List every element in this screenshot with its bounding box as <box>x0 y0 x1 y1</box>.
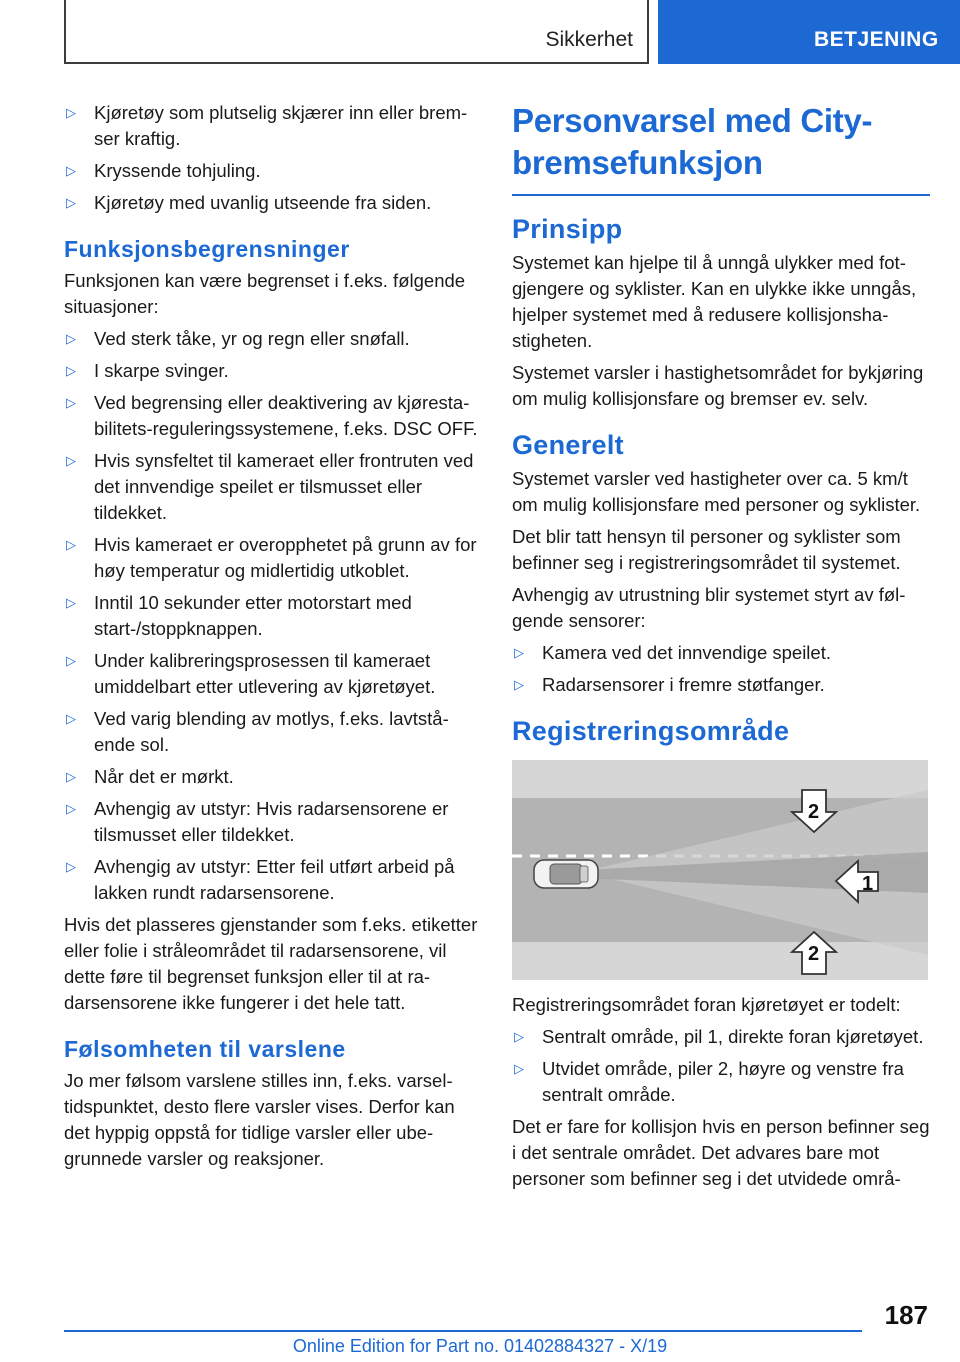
bullet-triangle-icon: ▷ <box>66 859 76 874</box>
limitations-intro: Funksjonen kan være begrenset i f.eks. følgende situasjoner: <box>64 270 466 317</box>
bullet-triangle-icon: ▷ <box>66 537 76 552</box>
list-item: ▷ Kryssende tohjuling. <box>64 158 482 184</box>
bullet-triangle-icon: ▷ <box>66 105 76 120</box>
general-text-2: Det blir tatt hensyn til personer og syklister som befinner seg i registreringsområdet til systemet. <box>512 525 901 573</box>
bullet-list-top <box>64 100 482 216</box>
bullet-triangle-icon: ▷ <box>514 1028 524 1044</box>
bullet-triangle-icon: ▷ <box>66 595 76 610</box>
list-item: ▷ Ved begrensing eller deaktivering av kjørestabilitets-reguleringssystemene, f.eks. DSC OFF. <box>66 392 478 439</box>
bullet-triangle-icon: ▷ <box>66 195 76 210</box>
right-column <box>512 100 930 1198</box>
bullet-list-limitations <box>64 326 482 906</box>
left-column <box>64 100 482 1178</box>
heading-limitations: Funksjonsbegrensninger <box>64 236 350 262</box>
heading-principle: Prinsipp <box>512 213 623 244</box>
header-chapter-box <box>658 0 960 64</box>
bullet-triangle-icon: ▷ <box>514 676 524 692</box>
page-number: 187 <box>884 1300 928 1330</box>
bullet-triangle-icon: ▷ <box>66 769 76 784</box>
list-item: ▷ Avhengig av utstyr: Hvis radarsensorene er tilsmusset eller tildekket. <box>66 798 449 845</box>
bullet-triangle-icon: ▷ <box>514 644 524 660</box>
bullet-triangle-icon: ▷ <box>514 1060 524 1076</box>
principle-text-2: Systemet varsler i hastighetsområdet for bykjøring om mulig kollisjonsfare og bremser ev. selv. <box>512 361 924 409</box>
list-item: ▷ I skarpe svinger. <box>64 358 482 384</box>
list-item: ▷ Avhengig av utstyr: Etter feil utført arbeid på lakken rundt radarsensorene. <box>66 856 455 903</box>
header-section-box <box>64 0 649 64</box>
title-rule <box>512 194 930 196</box>
bullet-triangle-icon: ▷ <box>66 395 76 410</box>
figure-label-upper: 2 <box>808 800 820 823</box>
heading-general: Generelt <box>512 429 624 460</box>
bullet-triangle-icon: ▷ <box>66 331 76 346</box>
page-title: Personvarsel med City-bremsefunksjon <box>512 102 873 181</box>
figure-label-lower: 2 <box>808 942 820 965</box>
heading-detection-area: Registreringsområde <box>512 715 790 746</box>
list-item: ▷ Ved sterk tåke, yr og regn eller snøfall. <box>64 326 482 352</box>
sensitivity-text: Jo mer følsom varslene stilles inn, f.eks. varseltidspunktet, desto flere varsler vises. Derfor kan det hyppig oppstå for tidlige varsler eller ubegrunnede varsler og reaksjoner. <box>64 1070 455 1169</box>
bullet-triangle-icon: ▷ <box>66 163 76 178</box>
figure-label-center: 1 <box>862 872 874 895</box>
general-text-3: Avhengig av utrustning blir systemet styrt av følgende sensorer: <box>512 583 906 631</box>
bullet-triangle-icon: ▷ <box>66 711 76 726</box>
header-section-title: Sikkerhet <box>545 28 633 51</box>
footer-rule <box>64 1330 862 1332</box>
list-item: ▷ Utvidet område, piler 2, høyre og venstre fra sentralt område. <box>514 1057 904 1105</box>
list-item: ▷ Under kalibreringsprosessen til kameraet umiddelbart etter utlevering av kjøretøyet. <box>66 650 436 697</box>
bullet-triangle-icon: ▷ <box>66 453 76 468</box>
list-item: ▷ Sentralt område, pil 1, direkte foran kjøretøyet. <box>512 1024 930 1050</box>
list-item: ▷ Kjøretøy som plutselig skjærer inn eller bremser kraftig. <box>66 102 468 149</box>
list-item: ▷ Kamera ved det innvendige speilet. <box>512 640 930 666</box>
bullet-triangle-icon: ▷ <box>66 653 76 668</box>
list-item: ▷ Inntil 10 sekunder etter motorstart med start-/stoppknappen. <box>66 592 412 639</box>
detection-outro: Det er fare for kollisjon hvis en person befinner seg i det sentrale området. Det advares bare mot personer som befinner seg i det utvidede områ- <box>512 1115 930 1189</box>
detection-area-figure <box>512 760 928 980</box>
list-item: ▷ Kjøretøy med uvanlig utseende fra siden. <box>64 190 482 216</box>
bullet-triangle-icon: ▷ <box>66 363 76 378</box>
general-text-1: Systemet varsler ved hastigheter over ca. 5 km/t om mulig kollisjonsfare med personer og syklister. <box>512 467 921 515</box>
footer-edition: Online Edition for Part no. 01402884327 - X/19 <box>292 1336 668 1356</box>
bullet-list-sensors <box>512 640 930 698</box>
car-icon <box>534 860 598 888</box>
principle-text-1: Systemet kan hjelpe til å unngå ulykker med fotgjengere og syklister. Kan en ulykke ikke unngås, hjelper systemet med å redusere kollisjonshastigheten. <box>512 251 917 351</box>
list-item: ▷ Ved varig blending av motlys, f.eks. lavtstående sol. <box>66 708 449 755</box>
list-item: ▷ Radarsensorer i fremre støtfanger. <box>512 672 930 698</box>
list-item: ▷ Når det er mørkt. <box>64 764 482 790</box>
detection-intro: Registreringsområdet foran kjøretøyet er todelt: <box>512 993 901 1015</box>
bullet-triangle-icon: ▷ <box>66 801 76 816</box>
limitations-outro: Hvis det plasseres gjenstander som f.eks. etiketter eller folie i stråleområdet til radarsensorene, vil dette føre til begrenset funksjon eller til at radarsensorene ikke fungerer i det hele tatt. <box>64 914 478 1013</box>
header-chapter-title: BETJENING <box>814 28 939 51</box>
bullet-list-detection <box>512 1024 930 1108</box>
list-item: ▷ Hvis synsfeltet til kameraet eller frontruten ved det innvendige speilet er tilsmusset eller tildekket. <box>66 450 474 523</box>
list-item: ▷ Hvis kameraet er overopphetet på grunn av for høy temperatur og midlertidig utkoblet. <box>66 534 477 581</box>
heading-sensitivity: Følsomheten til varslene <box>64 1036 346 1062</box>
